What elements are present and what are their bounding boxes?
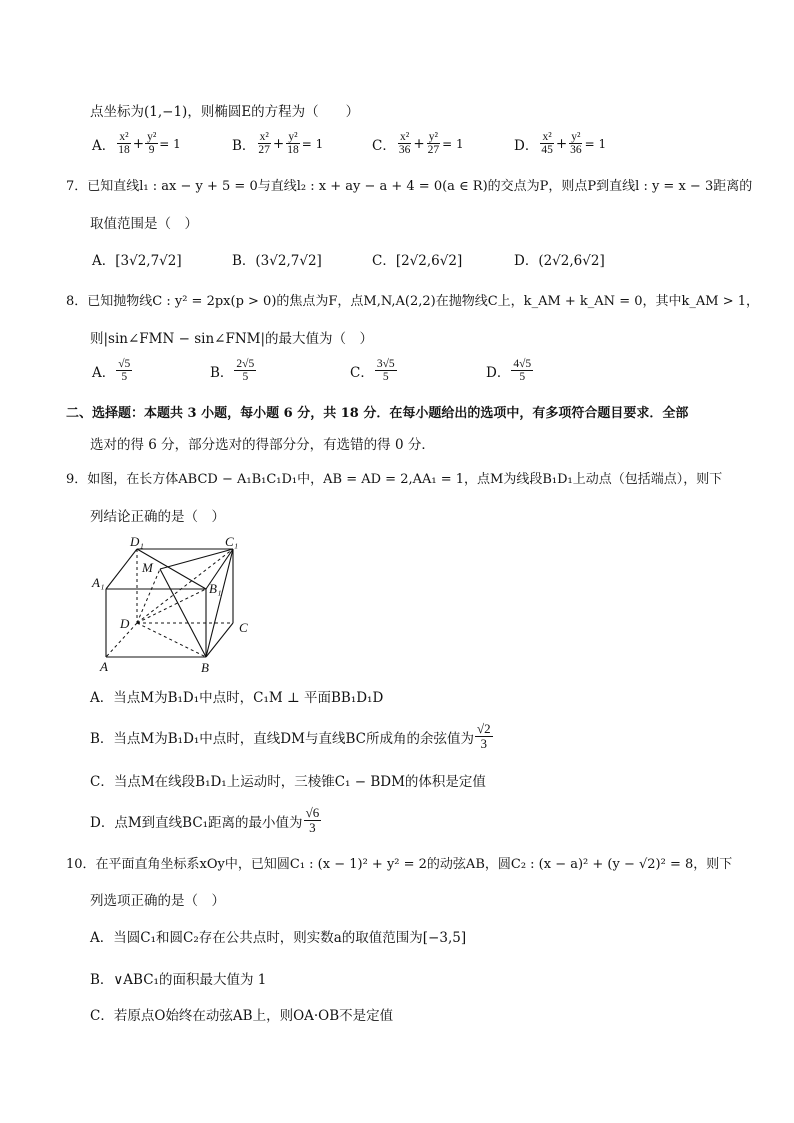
q9-option-a: A．当点M为B₁D₁中点时，C₁M ⊥ 平面BB₁D₁D [90, 690, 384, 706]
q7-option-d: D．(2√2,6√2] [514, 253, 605, 269]
label-b1: B₁ [209, 581, 222, 596]
q8-stem-line1: 8．已知抛物线C : y² = 2px(p > 0)的焦点为F，点M,N,A(2,2)在抛物线C上，k_AM + k_AN = 0，其中k_AM > 1， [66, 294, 759, 309]
label-m: M [142, 560, 153, 575]
label-c: C [239, 620, 248, 635]
q8-option-c: C． $\frac{3√5}{5}$ [350, 358, 395, 383]
section2-heading-line2: 选对的得 6 分，部分选对的得部分分，有选错的得 0 分． [90, 437, 435, 453]
q7-stem-line2: 取值范围是（ ） [90, 216, 198, 232]
q6-tail-text: 点坐标为(1,−1)，则椭圆E的方程为（ ） [90, 104, 360, 120]
cuboid-diagram [92, 534, 256, 675]
label-b: B [201, 660, 209, 675]
q6-option-a: A． $\frac{\text{x²}}{18}$ + $\frac{\text{y²}}{9}$ = 1 [92, 131, 181, 156]
option-label: A． [92, 137, 116, 154]
q8-option-d: D． $\frac{4√5}{5}$ [486, 358, 532, 383]
label-a: A [100, 659, 108, 674]
q8-option-b: B． $\frac{2√5}{5}$ [210, 358, 255, 383]
q10-stem-line1: 10．在平面直角坐标系xOy中，已知圆C₁ : (x − 1)² + y² = 2的动弦AB，圆C₂ : (x − a)² + (y − √2)² = 8，则下 [66, 857, 733, 872]
q8-option-a: A． $\frac{√5}{5}$ [92, 358, 131, 383]
label-d: D [120, 616, 130, 631]
section2-heading-line1: 二、选择题：本题共 3 小题，每小题 6 分，共 18 分．在每小题给出的选项中，有多项符合题目要求．全部 [66, 406, 689, 421]
q9-option-b: B．当点M为B₁D₁中点时，直线DM与直线BC所成角的余弦值为 $\frac{√2}{3}$ [90, 721, 491, 751]
q6-option-d: D． $\frac{\text{x²}}{45}$ + $\frac{\text{y²}}{36}$ = 1 [514, 131, 607, 156]
q9-stem-line2: 列结论正确的是（ ） [90, 509, 225, 525]
q7-stem-line1: 7．已知直线l₁ : ax − y + 5 = 0与直线l₂ : x + ay − a + 4 = 0(a ∈ R)的交点为P，则点P到直线l : y = x − 3距离的 [66, 179, 753, 194]
q9-stem-line1: 9．如图，在长方体ABCD − A₁B₁C₁D₁中，AB = AD = 2,AA₁ = 1，点M为线段B₁D₁上动点（包括端点），则下 [66, 472, 723, 487]
label-c1: C₁ [225, 534, 239, 549]
q6-option-c: C． $\frac{\text{x²}}{36}$ + $\frac{\text{y²}}{27}$ = 1 [372, 131, 464, 156]
q10-option-c: C．若原点O始终在动弦AB上，则OA·OB不是定值 [90, 1008, 394, 1024]
q7-option-b: B．(3√2,7√2] [232, 253, 322, 269]
q7-option-a: A．[3√2,7√2] [92, 253, 182, 269]
q10-option-b: B．∨ABC₁的面积最大值为 1 [90, 972, 267, 988]
q9-option-d: D．点M到直线BC₁距离的最小值为 $\frac{√6}{3}$ [90, 805, 320, 835]
q10-option-a: A．当圆C₁和圆C₂存在公共点时，则实数a的取值范围为[−3,5] [90, 930, 467, 946]
q6-option-b: B． $\frac{\text{x²}}{27}$ + $\frac{\text{y²}}{18}$ = 1 [232, 131, 324, 156]
label-a1: A₁ [92, 575, 105, 590]
q10-stem-line2: 列选项正确的是（ ） [90, 893, 225, 909]
q8-stem-line2: 则|sin∠FMN − sin∠FNM|的最大值为（ ） [90, 331, 373, 347]
label-d1: D₁ [130, 534, 144, 549]
q7-option-c: C．[2√2,6√2] [372, 253, 463, 269]
q9-option-c: C．当点M在线段B₁D₁上运动时，三棱锥C₁ − BDM的体积是定值 [90, 774, 486, 790]
